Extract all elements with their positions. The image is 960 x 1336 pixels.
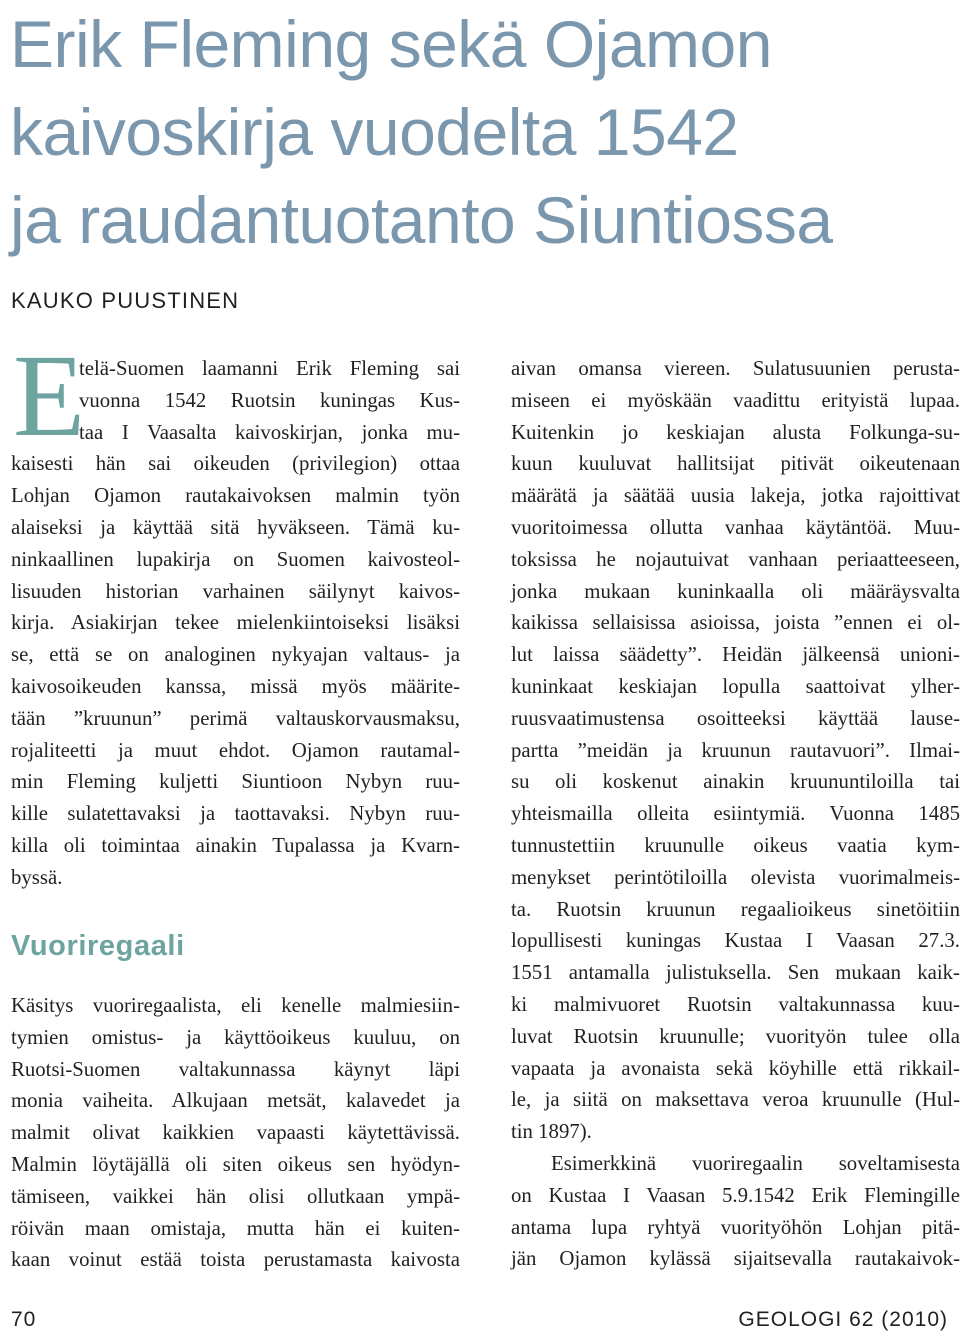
- text-line: toksissa he nojautuivat vanhaan periaatteeseen,: [511, 547, 960, 571]
- page-number: 70: [11, 1308, 37, 1331]
- text-line: byssä.: [11, 865, 63, 889]
- text-line: killa oli toimintaa ainakin Tupalassa ja Kvarn-: [11, 833, 460, 857]
- text-line: tymien omistus- ja käyttöoikeus kuuluu, on: [11, 1025, 460, 1049]
- text-line: miseen ei myöskään vaadittu erityistä lupaa.: [511, 388, 960, 412]
- text-line: yhteismailla olleita esiintymiä. Vuonna 1485: [511, 802, 960, 826]
- text-line: tään ”kruunun” perimä valtauskorvausmaksu,: [11, 706, 460, 730]
- text-line: kille sulatettavaksi ja taottavaksi. Nybyn ruu-: [11, 802, 460, 826]
- text-line: vapaata ja avonaista sekä köyhille että rikkail-: [511, 1056, 960, 1080]
- text-line: jän Ojamon kylässä sijaitsevalla rautakaivok-: [511, 1247, 960, 1271]
- text-line: aivan omansa viereen. Sulatusuunien perusta-: [511, 357, 960, 380]
- text-line: Käsitys vuoriregaalista, eli kenelle malmiesiin-: [11, 994, 460, 1017]
- text-line: Ruotsi-Suomen valtakunnassa käynyt läpi: [11, 1057, 460, 1081]
- text-line: kuun kuuluvat hallitsijat pitivät oikeutenaan: [511, 452, 960, 476]
- text-line: Malmin löytäjällä oli siten oikeus sen hyödyn-: [11, 1152, 460, 1176]
- text-line: jonka mukaan kuninkaalla oli määräysvalta: [511, 579, 960, 603]
- article-title: [10, 0, 950, 264]
- text-line: kirja. Asiakirjan tekee mielenkiintoiseksi lisäksi: [11, 611, 460, 635]
- text-line: kaivosoikeuden kanssa, missä myös määrite-: [11, 674, 460, 698]
- text-line: kaikissa sellaisissa asioissa, joista ”ennen ei ol-: [511, 611, 960, 635]
- text-line: Esimerkkinä vuoriregaalin soveltamisesta: [551, 1151, 960, 1175]
- column-left-intro: [11, 353, 460, 894]
- text-line: ki malmivuoret Ruotsin valtakunnassa kuu-: [511, 992, 960, 1016]
- title-line: ja raudantuotanto Siuntiossa: [10, 183, 833, 257]
- column-left-section: [11, 990, 460, 1276]
- title-line: Erik Fleming sekä Ojamon: [10, 7, 772, 81]
- text-line: menykset perintötiloilla olevista vuorimalmeis-: [511, 865, 960, 889]
- text-line: 1551 antamalla julistuksella. Sen mukaan kaik-: [511, 961, 960, 985]
- text-line: le, ja siitä on maksettava veroa kruunulle (Hul-: [511, 1088, 960, 1112]
- text-line: taa I Vaasalta kaivoskirjan, jonka mu-: [79, 420, 460, 444]
- text-line: tin 1897).: [511, 1120, 592, 1144]
- text-line: luvat Ruotsin kruunulle; vuorityön tulee olla: [511, 1024, 960, 1048]
- journal-info: GEOLOGI 62 (2010): [738, 1308, 948, 1331]
- text-line: kuninkaat keskiajan lopulla saattoivat ylher-: [511, 674, 960, 698]
- text-line: Lohjan Ojamon rautakaivoksen malmin työn: [11, 484, 460, 508]
- text-line: vuonna 1542 Ruotsin kuningas Kus-: [79, 388, 460, 412]
- author-name: KAUKO PUUSTINEN: [11, 288, 240, 313]
- text-line: Kuitenkin jo keskiajan alusta Folkunga-su-: [511, 420, 960, 444]
- text-line: lut laissa säädetty”. Heidän jälkeensä unioni-: [511, 643, 960, 667]
- text-line: lopullisesti kuningas Kustaa I Vaasan 27.3.: [511, 929, 960, 953]
- drop-cap: E: [13, 330, 86, 461]
- text-line: antama lupa ryhtyä vuorityöhön Lohjan pitä-: [511, 1215, 960, 1239]
- text-line: röivän maan omistaja, mutta hän ei kuiten-: [11, 1216, 460, 1240]
- text-line: se, että se on analoginen nykyajan valtaus- ja: [11, 643, 460, 667]
- text-line: tämiseen, vaikkei hän olisi ollutkaan ympä-: [11, 1184, 460, 1208]
- text-line: monia vaiheita. Alkujaan metsät, kalavedet ja: [11, 1089, 460, 1113]
- text-line: ta. Ruotsin kruunun regaalioikeus sinetöitiin: [511, 897, 960, 921]
- text-line: malmit olivat kaikkien vapaasti käytettävissä.: [11, 1121, 460, 1145]
- text-line: ninkaallinen lupakirja on Suomen kaivosteol-: [11, 547, 460, 571]
- text-line: on Kustaa I Vaasan 5.9.1542 Erik Flemingille: [511, 1183, 960, 1207]
- title-line: kaivoskirja vuodelta 1542: [10, 95, 739, 169]
- text-line: su oli koskenut ainakin kruununtiloilla tai: [511, 770, 960, 794]
- text-line: tunnustettiin kruunulle oikeus vaatia kym-: [511, 833, 960, 857]
- text-line: min Fleming kuljetti Siuntioon Nybyn ruu-: [11, 770, 460, 794]
- text-line: ruusvaatimustensa osoitteeksi käyttää lause-: [511, 706, 960, 730]
- text-line: kaisesti hän sai oikeuden (privilegion) ottaa: [11, 452, 460, 476]
- text-line: partta ”meidän ja kruunun rautavuori”. Ilmai-: [511, 738, 960, 762]
- text-line: vuoritoimessa ollutta vanhaa käytäntöä. Muu-: [511, 515, 960, 539]
- column-right: [511, 353, 960, 1275]
- text-line: kaan voinut estää toista perustamasta kaivosta: [11, 1248, 460, 1272]
- text-line: rojaliteetti ja muut ehdot. Ojamon rautamal-: [11, 738, 460, 762]
- text-line: telä-Suomen laamanni Erik Fleming sai: [79, 357, 460, 380]
- text-line: määrätä ja säätää uusia lakeja, jotka rajoittivat: [511, 484, 960, 508]
- section-heading: Vuoriregaali: [11, 930, 185, 962]
- text-line: lisuuden historian varhainen säilynyt kaivos-: [11, 579, 460, 603]
- text-line: alaiseksi ja käyttää sitä hyväkseen. Tämä ku-: [11, 515, 460, 539]
